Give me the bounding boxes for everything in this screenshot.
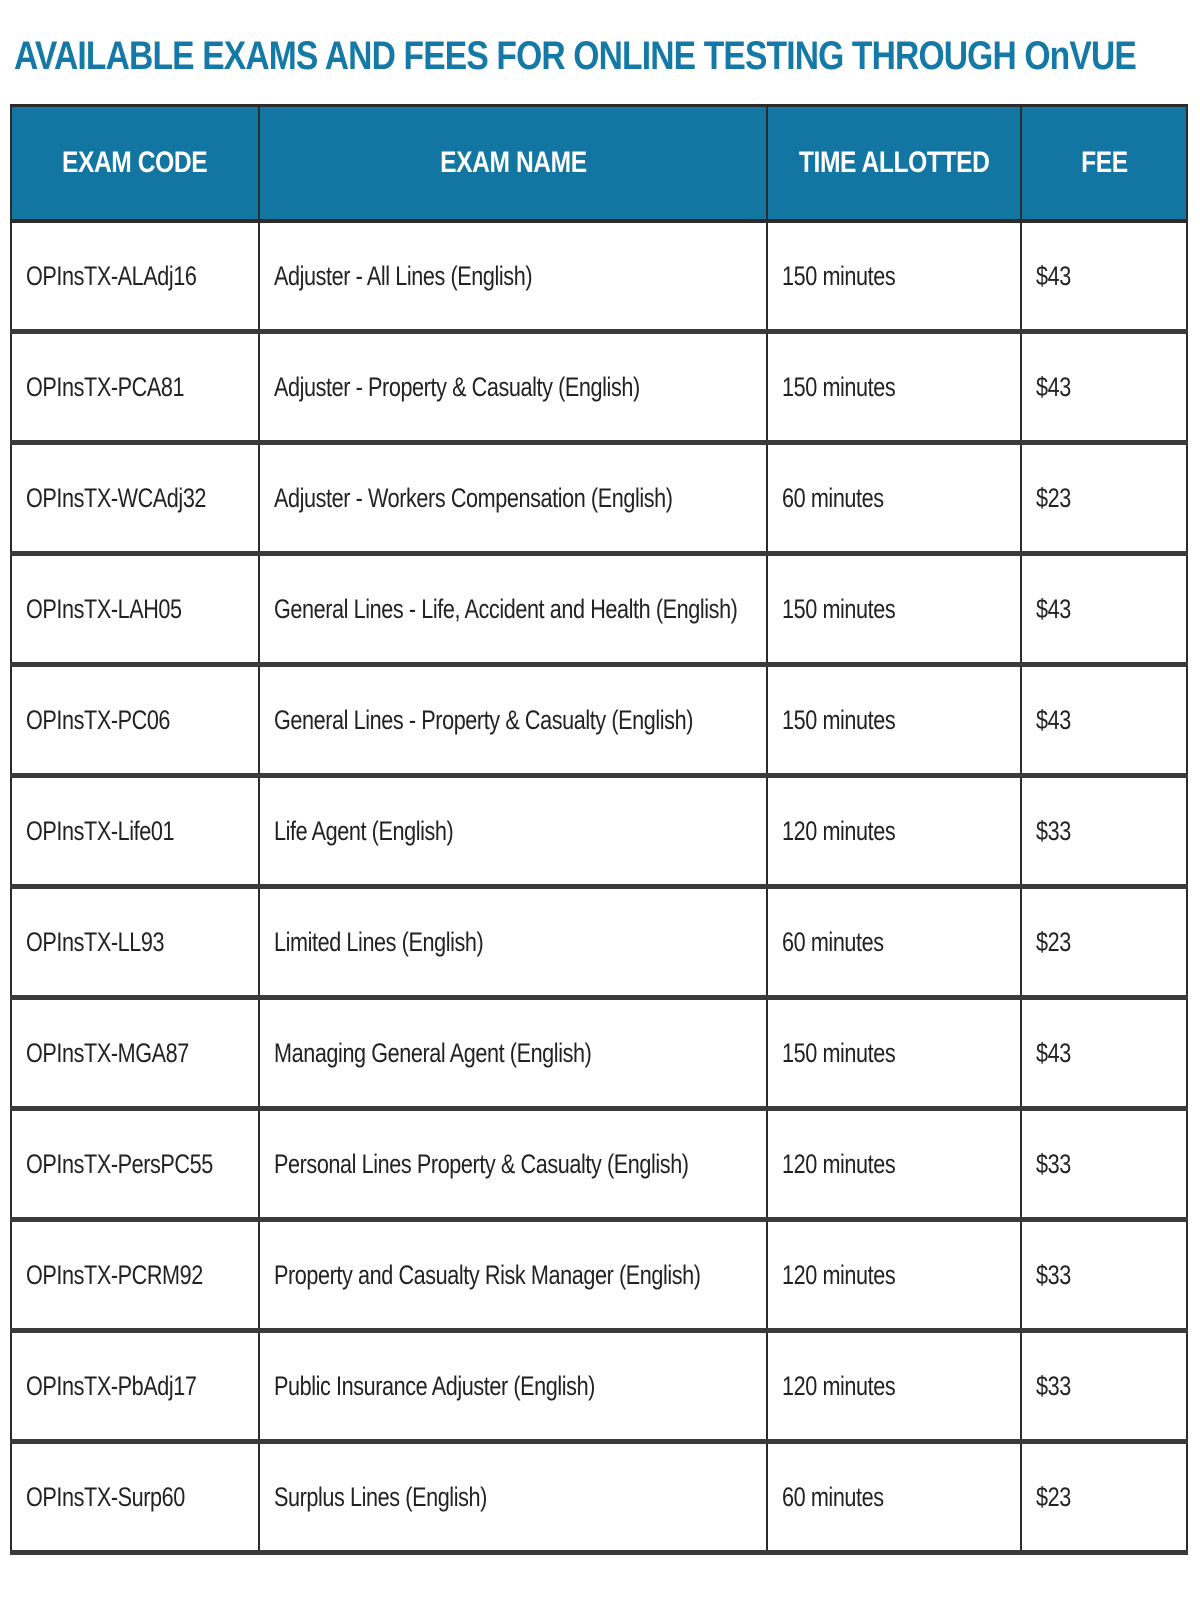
exam-name-cell: Limited Lines (English) <box>259 887 767 998</box>
exam-name-cell: Personal Lines Property & Casualty (English) <box>259 1109 767 1220</box>
table-row <box>11 1331 1187 1442</box>
exam-code-cell: OPInsTX-ALAdj16 <box>11 221 259 332</box>
header-time-allotted: TIME ALLOTTED <box>767 106 1021 222</box>
table-body <box>11 221 1187 1553</box>
exam-code-cell: OPInsTX-PCRM92 <box>11 1220 259 1331</box>
time-allotted-cell: 120 minutes <box>767 1109 1021 1220</box>
header-exam-name: EXAM NAME <box>259 106 767 222</box>
table-row <box>11 443 1187 554</box>
header-exam-code: EXAM CODE <box>11 106 259 222</box>
exam-name-cell: Adjuster - Workers Compensation (English) <box>259 443 767 554</box>
fee-cell: $43 <box>1021 332 1187 443</box>
exam-code-cell: OPInsTX-Surp60 <box>11 1442 259 1553</box>
table-row <box>11 665 1187 776</box>
exam-code-cell: OPInsTX-LAH05 <box>11 554 259 665</box>
fee-cell: $23 <box>1021 887 1187 998</box>
time-allotted-cell: 150 minutes <box>767 221 1021 332</box>
time-allotted-cell: 120 minutes <box>767 1220 1021 1331</box>
exam-code-cell: OPInsTX-PersPC55 <box>11 1109 259 1220</box>
table-header <box>11 106 1187 222</box>
exam-code-cell: OPInsTX-MGA87 <box>11 998 259 1109</box>
time-allotted-cell: 60 minutes <box>767 1442 1021 1553</box>
table-row <box>11 221 1187 332</box>
header-row <box>11 106 1187 222</box>
exam-name-cell: Adjuster - Property & Casualty (English) <box>259 332 767 443</box>
table-row <box>11 776 1187 887</box>
exam-code-cell: OPInsTX-LL93 <box>11 887 259 998</box>
exam-code-cell: OPInsTX-PC06 <box>11 665 259 776</box>
exams-fees-table <box>10 104 1188 1555</box>
fee-cell: $43 <box>1021 221 1187 332</box>
table-row <box>11 332 1187 443</box>
table-row <box>11 1220 1187 1331</box>
exam-code-cell: OPInsTX-PbAdj17 <box>11 1331 259 1442</box>
table-row <box>11 1109 1187 1220</box>
exam-name-cell: Managing General Agent (English) <box>259 998 767 1109</box>
time-allotted-cell: 60 minutes <box>767 887 1021 998</box>
exam-name-cell: Property and Casualty Risk Manager (English) <box>259 1220 767 1331</box>
exam-name-cell: Public Insurance Adjuster (English) <box>259 1331 767 1442</box>
fee-cell: $23 <box>1021 1442 1187 1553</box>
fee-cell: $43 <box>1021 554 1187 665</box>
fee-cell: $43 <box>1021 665 1187 776</box>
time-allotted-cell: 150 minutes <box>767 332 1021 443</box>
exam-code-cell: OPInsTX-PCA81 <box>11 332 259 443</box>
fee-cell: $33 <box>1021 776 1187 887</box>
fee-cell: $33 <box>1021 1109 1187 1220</box>
fee-cell: $43 <box>1021 998 1187 1109</box>
fee-cell: $33 <box>1021 1220 1187 1331</box>
fee-cell: $23 <box>1021 443 1187 554</box>
fee-cell: $33 <box>1021 1331 1187 1442</box>
time-allotted-cell: 150 minutes <box>767 998 1021 1109</box>
exam-name-cell: Surplus Lines (English) <box>259 1442 767 1553</box>
time-allotted-cell: 150 minutes <box>767 665 1021 776</box>
table-row <box>11 554 1187 665</box>
exams-table-container <box>10 104 1186 1555</box>
time-allotted-cell: 60 minutes <box>767 443 1021 554</box>
exam-name-cell: Adjuster - All Lines (English) <box>259 221 767 332</box>
exam-name-cell: Life Agent (English) <box>259 776 767 887</box>
exam-name-cell: General Lines - Life, Accident and Health (English) <box>259 554 767 665</box>
time-allotted-cell: 120 minutes <box>767 776 1021 887</box>
page-title: AVAILABLE EXAMS AND FEES FOR ONLINE TESTING THROUGH OnVUE <box>14 34 1136 78</box>
time-allotted-cell: 150 minutes <box>767 554 1021 665</box>
table-row <box>11 998 1187 1109</box>
exam-code-cell: OPInsTX-WCAdj32 <box>11 443 259 554</box>
table-row <box>11 887 1187 998</box>
exam-name-cell: General Lines - Property & Casualty (English) <box>259 665 767 776</box>
header-fee: FEE <box>1021 106 1187 222</box>
table-row <box>11 1442 1187 1553</box>
time-allotted-cell: 120 minutes <box>767 1331 1021 1442</box>
exam-code-cell: OPInsTX-Life01 <box>11 776 259 887</box>
